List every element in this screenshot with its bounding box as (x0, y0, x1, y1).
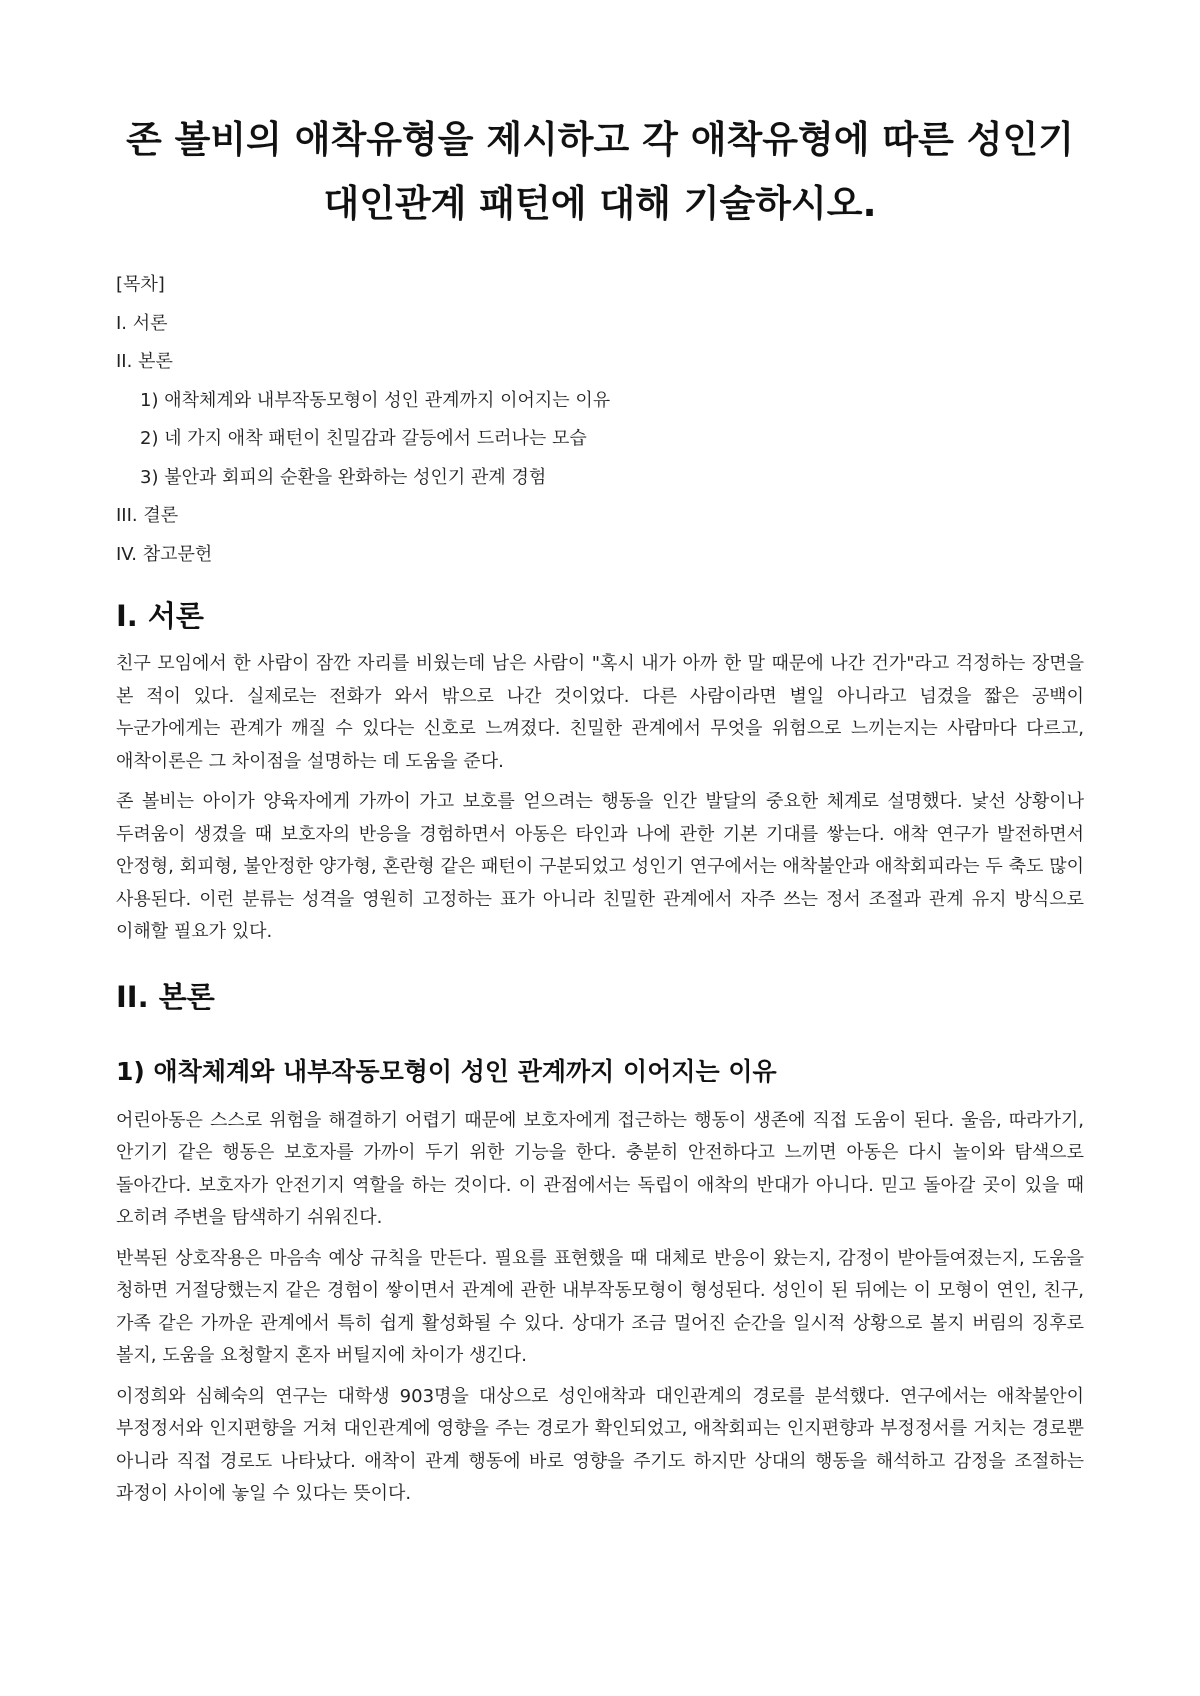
toc-item-body: II. 본론 (116, 351, 173, 372)
intro-paragraph-2: 존 볼비는 아이가 양육자에게 가까이 가고 보호를 얻으려는 행동을 인간 발달의 중요한 체계로 설명했다. 낯선 상황이나 두려움이 생겼을 때 보호자의 반응을 경험하면서 아동은 타인과 나에 관한 기본 기대를 쌓는다. 애착 연구가 발전하면서 안정형, 회피형, 불안정한 양가형, 혼란형 같은 패턴이 구분되었고 성인기 연구에서는 애착불안과 애착회피라는 두 축도 많이 사용된다. 이런 분류는 성격을 영원히 고정하는 표가 아니라 친밀한 관계에서 자주 쓰는 정서 조절과 관계 유지 방식으로 이해할 필요가 있다. (116, 791, 1084, 942)
body-subsection-1-paragraph-1: 어린아동은 스스로 위험을 해결하기 어렵기 때문에 보호자에게 접근하는 행동이 생존에 직접 도움이 된다. 울음, 따라가기, 안기기 같은 행동은 보호자를 가까이 두기 위한 기능을 한다. 충분히 안전하다고 느끼면 아동은 다시 놀이와 탐색으로 돌아간다. 보호자가 안전기지 역할을 하는 것이다. 이 관점에서는 독립이 애착의 반대가 아니다. 믿고 돌아갈 곳이 있을 때 오히려 주변을 탐색하기 쉬워진다. (116, 1109, 1084, 1228)
body-heading: II. 본론 (116, 979, 215, 1014)
table-of-contents (116, 266, 1084, 574)
toc-item-body-2: 2) 네 가지 애착 패턴이 친밀감과 갈등에서 드러나는 모습 (140, 428, 587, 449)
toc-item-body-3: 3) 불안과 회피의 순환을 완화하는 성인기 관계 경험 (140, 466, 547, 488)
body-subsection-1-heading: 1) 애착체계와 내부작동모형이 성인 관계까지 이어지는 이유 (116, 1056, 777, 1086)
toc-item-intro: I. 서론 (116, 312, 168, 334)
document-title: 존 볼비의 애착유형을 제시하고 각 애착유형에 따른 성인기 대인관계 패턴에 대해 기술하시오. (126, 118, 1074, 225)
body-section (116, 975, 1084, 1511)
body-subsection-1-paragraph-2: 반복된 상호작용은 마음속 예상 규칙을 만든다. 필요를 표현했을 때 대체로 반응이 왔는지, 감정이 받아들여졌는지, 도움을 청하면 거절당했는지 같은 경험이 쌓이면서 관계에 관한 내부작동모형이 형성된다. 성인이 된 뒤에는 이 모형이 연인, 친구, 가족 같은 가까운 관계에서 특히 쉽게 활성화될 수 있다. 상대가 조금 멀어진 순간을 일시적 상황으로 볼지 버림의 징후로 볼지, 도움을 요청할지 혼자 버틸지에 차이가 생긴다. (116, 1247, 1084, 1366)
toc-header: [목차] (116, 274, 165, 295)
intro-section (116, 594, 1084, 949)
toc-item-references: IV. 참고문헌 (116, 543, 213, 565)
body-subsection-1 (116, 1051, 1084, 1511)
body-subsection-1-paragraph-3: 이정희와 심혜숙의 연구는 대학생 903명을 대상으로 성인애착과 대인관계의 경로를 분석했다. 연구에서는 애착불안이 부정정서와 인지편향을 거쳐 대인관계에 영향을 주는 경로가 확인되었고, 애착회피는 인지편향과 부정정서를 거치는 경로뿐 아니라 직접 경로도 나타났다. 애착이 관계 행동에 바로 영향을 주기도 하지만 상대의 행동을 해석하고 감정을 조절하는 과정이 사이에 놓일 수 있다는 뜻이다. (116, 1385, 1084, 1504)
intro-heading: I. 서론 (116, 599, 204, 633)
toc-item-conclusion: III. 결론 (116, 505, 179, 526)
toc-item-body-1: 1) 애착체계와 내부작동모형이 성인 관계까지 이어지는 이유 (140, 389, 611, 411)
intro-paragraph-1: 친구 모임에서 한 사람이 잠깐 자리를 비웠는데 남은 사람이 "혹시 내가 아까 한 말 때문에 나간 건가"라고 걱정하는 장면을 본 적이 있다. 실제로는 전화가 와서 밖으로 나간 것이었다. 다른 사람이라면 별일 아니라고 넘겼을 짧은 공백이 누군가에게는 관계가 깨질 수 있다는 신호로 느껴졌다. 친밀한 관계에서 무엇을 위험으로 느끼는지는 사람마다 다르고, 애착이론은 그 차이점을 설명하는 데 도움을 준다. (116, 653, 1084, 772)
